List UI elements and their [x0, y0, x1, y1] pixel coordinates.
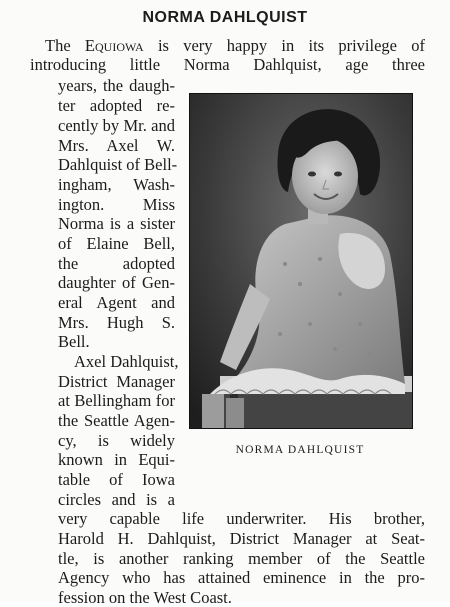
- column-line: table of Iowa: [58, 470, 175, 489]
- column-line: circles and is a: [58, 490, 175, 509]
- column-line: of Elaine Bell,: [58, 234, 175, 253]
- portrait-photo-icon: [190, 94, 412, 428]
- column-line: Axel Dahlquist,: [74, 352, 179, 371]
- column-line: the Seattle Agen-: [58, 411, 175, 430]
- intro-line-2: introducing little Norma Dahlquist, age three: [30, 55, 425, 74]
- column-line: eral Agent and: [58, 293, 175, 312]
- column-line: District Manager: [58, 372, 175, 391]
- column-line: Mrs. Hugh S.: [58, 313, 175, 332]
- column-line: at Bellingham for: [58, 391, 175, 410]
- portrait-photo: [189, 93, 413, 429]
- closing-line: Agency who has attained eminence in the pro-: [58, 568, 425, 587]
- closing-line: fession on the West Coast.: [58, 588, 232, 607]
- intro-line-1: [45, 36, 425, 55]
- photo-caption: NORMA DAHLQUIST: [235, 444, 365, 456]
- column-line: ter adopted re-: [58, 96, 175, 115]
- closing-line: tle, is another ranking member of the Seattle: [58, 549, 425, 568]
- column-line: the adopted: [58, 254, 175, 273]
- column-line: Dahlquist of Bell-: [58, 155, 178, 174]
- column-line: Bell.: [58, 332, 90, 351]
- intro-line-1-a: The: [45, 36, 85, 55]
- column-line: Mrs. Axel W.: [58, 136, 175, 155]
- column-line: years, the daugh-: [58, 76, 175, 95]
- magazine-name: Equiowa: [84, 36, 144, 55]
- intro-line-1-b: is very happy in its privilege of: [143, 36, 425, 55]
- closing-line: Harold H. Dahlquist, District Manager at Seat-: [58, 529, 425, 548]
- column-line: ingham, Wash-: [58, 175, 175, 194]
- column-line: ington. Miss: [58, 195, 175, 214]
- column-line: cy, is widely: [58, 431, 175, 450]
- column-line: daughter of Gen-: [58, 273, 175, 292]
- column-line: cently by Mr. and: [58, 116, 175, 135]
- article-headline: NORMA DAHLQUIST: [142, 9, 308, 26]
- column-line: Norma is a sister: [58, 214, 175, 233]
- column-line: known in Equi-: [58, 450, 175, 469]
- closing-line: very capable life underwriter. His brother,: [58, 509, 425, 528]
